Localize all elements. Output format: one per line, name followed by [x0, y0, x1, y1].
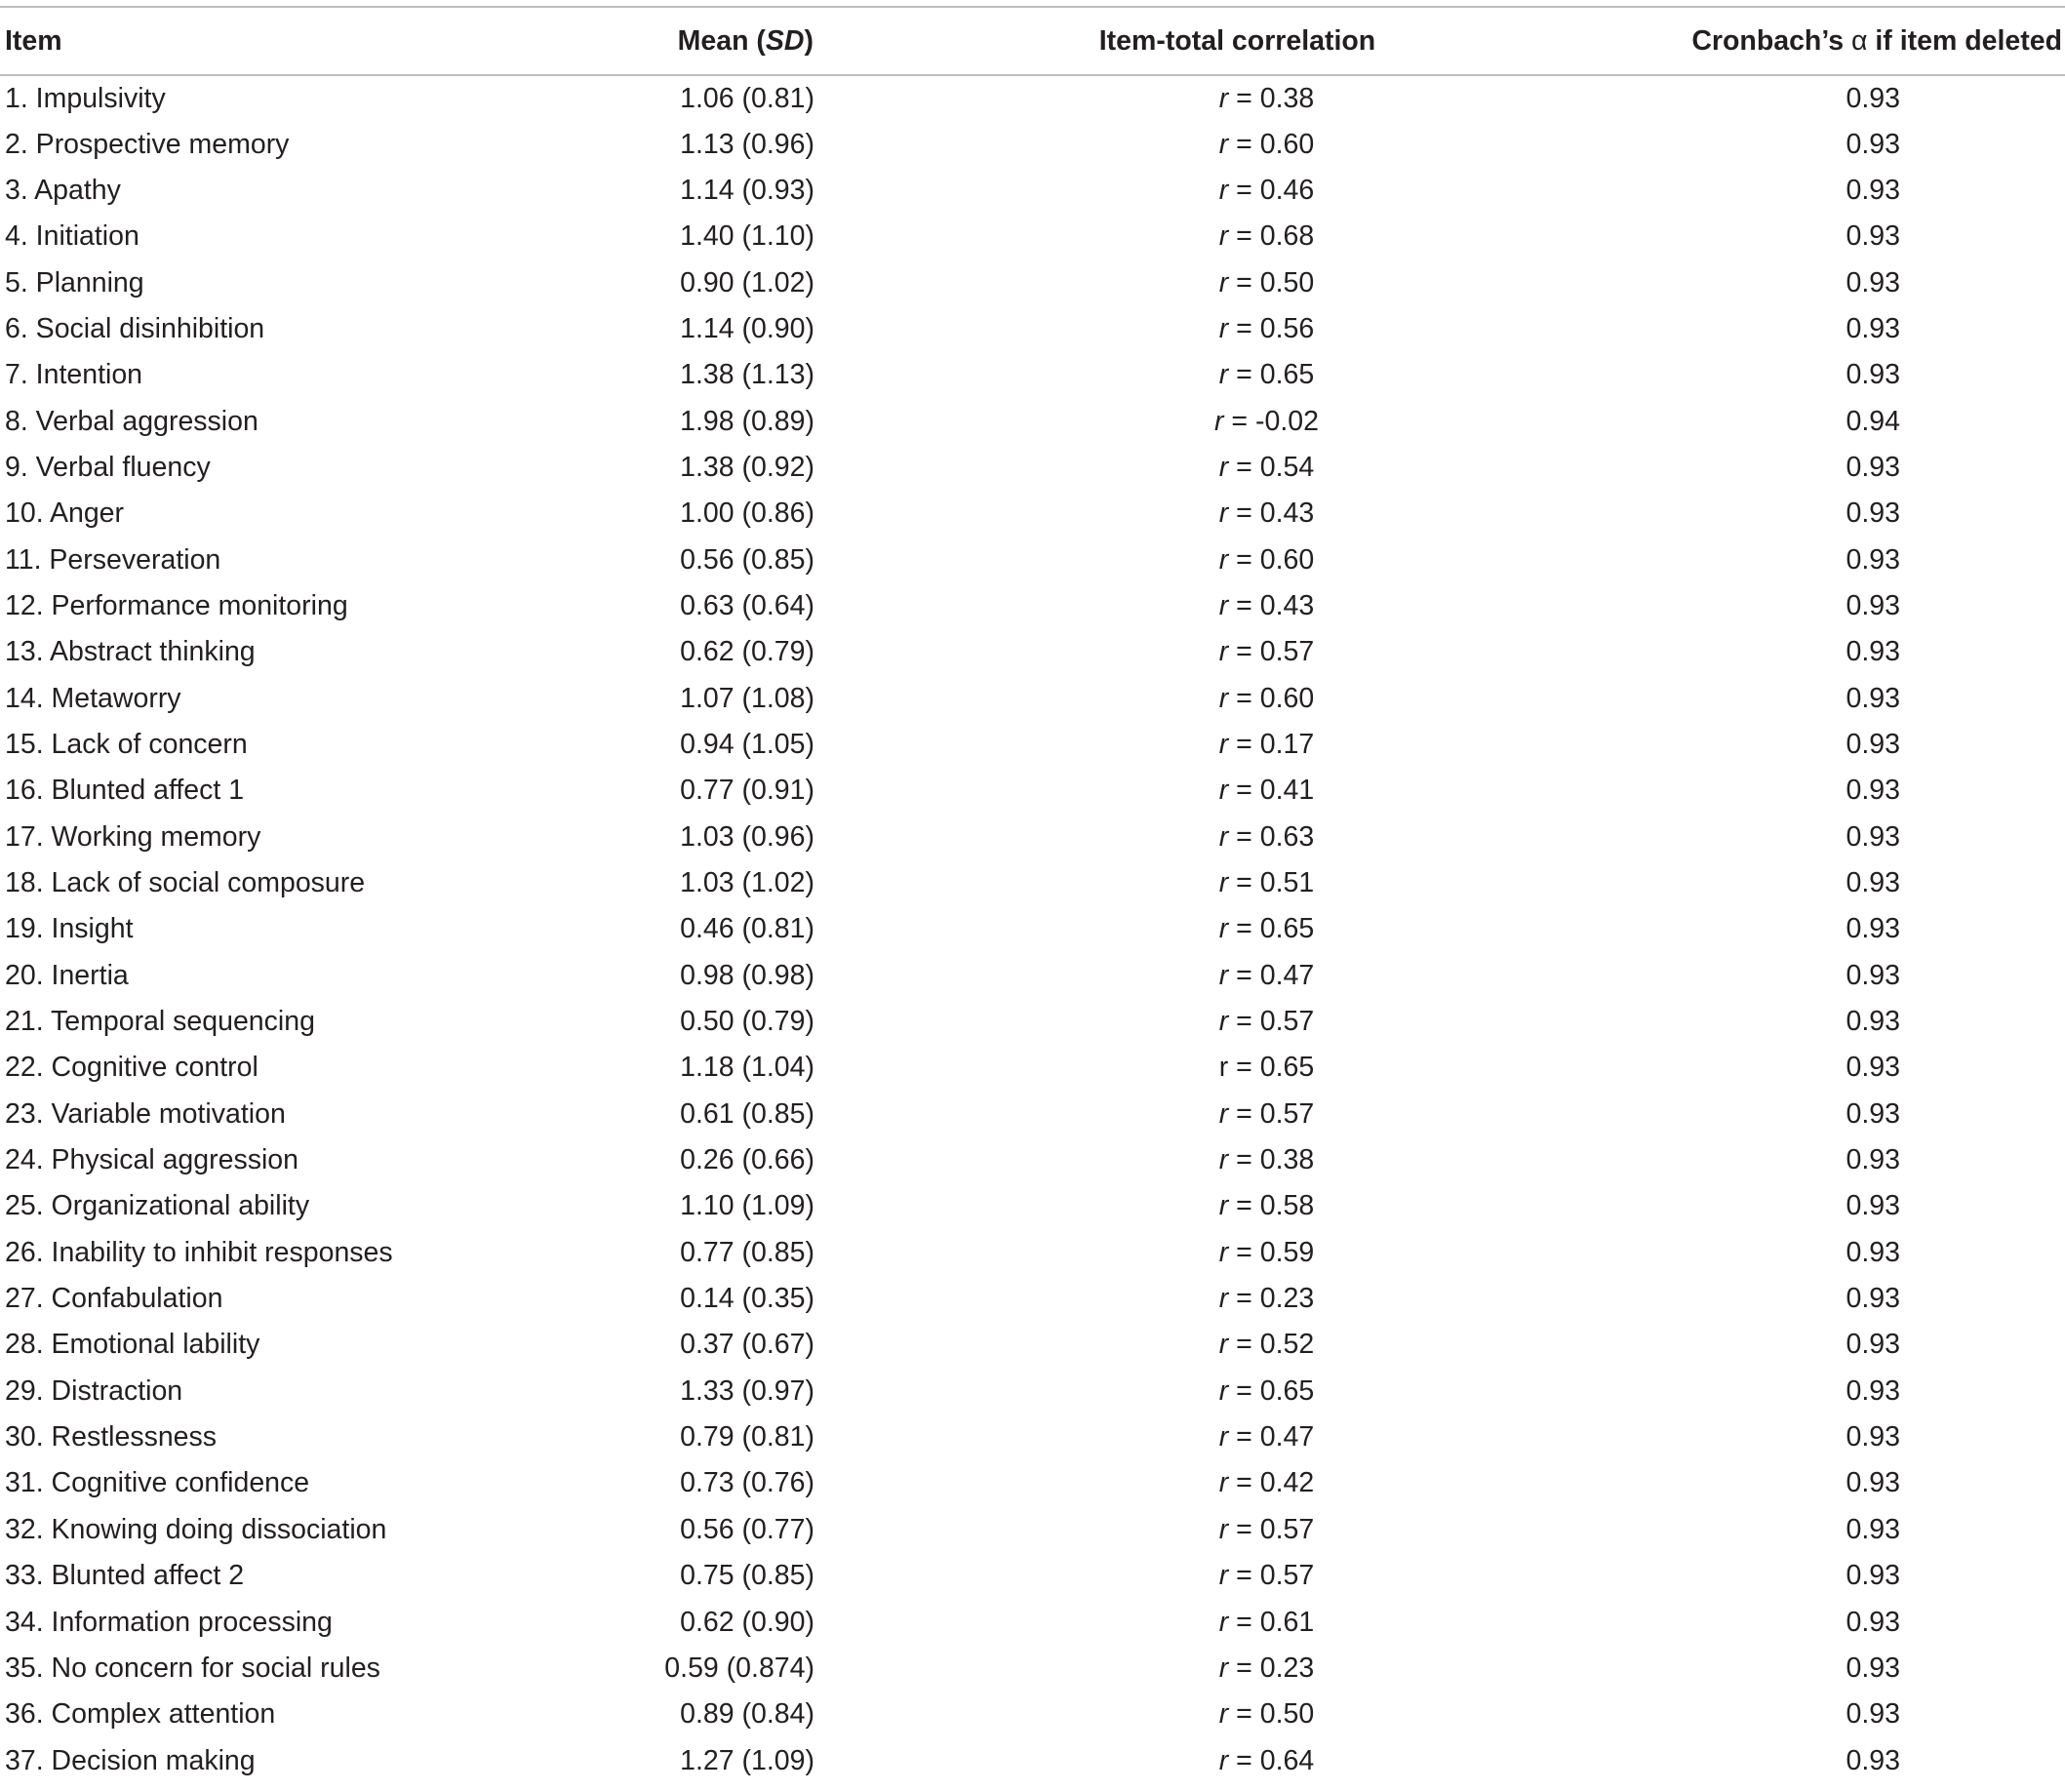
cell-item: 16. Blunted affect 1	[5, 775, 245, 807]
cell-mean-sd: 0.89 (0.84)	[680, 1698, 814, 1731]
cell-item-total-correlation	[893, 1737, 1577, 1783]
r-symbol: r	[1218, 1097, 1229, 1130]
cell-mean-sd: 1.10 (1.09)	[680, 1190, 814, 1222]
cell-alpha-if-deleted: 0.93	[1846, 1421, 1900, 1454]
r-symbol: r	[1218, 1283, 1229, 1315]
cell-item-total-correlation	[893, 860, 1577, 906]
cell-mean-sd: 0.14 (0.35)	[680, 1283, 814, 1315]
r-symbol: r	[1218, 728, 1229, 760]
correlation-value: = 0.17	[1228, 728, 1315, 760]
cell-item-total-correlation	[893, 953, 1577, 999]
correlation-value: = 0.47	[1228, 1421, 1315, 1454]
cell-alpha-if-deleted: 0.93	[1846, 543, 1900, 576]
cell-mean-sd: 0.77 (0.91)	[680, 775, 814, 807]
cell-alpha-if-deleted: 0.93	[1846, 1374, 1900, 1407]
table-row	[0, 1045, 2065, 1091]
correlation-value: = 0.52	[1228, 1329, 1315, 1361]
cell-mean-sd: 1.13 (0.96)	[680, 128, 814, 160]
table-row	[0, 1646, 2065, 1692]
table-row	[0, 445, 2065, 491]
r-symbol: r	[1218, 174, 1229, 206]
cell-mean-sd: 0.46 (0.81)	[680, 913, 814, 945]
table-row	[0, 306, 2065, 352]
cell-item-total-correlation	[893, 1322, 1577, 1368]
cell-alpha-if-deleted: 0.93	[1846, 867, 1900, 899]
r-symbol: r	[1214, 405, 1224, 437]
cell-item-total-correlation	[893, 629, 1577, 675]
cell-item-total-correlation	[893, 1092, 1577, 1137]
r-symbol: r	[1218, 913, 1229, 945]
header-alpha-prefix: Cronbach’s	[1691, 24, 1851, 57]
cell-mean-sd: 1.38 (1.13)	[680, 359, 814, 391]
correlation-value: = 0.43	[1228, 589, 1315, 621]
item-statistics-table-container	[0, 6, 2065, 1784]
cell-item-total-correlation	[893, 1369, 1577, 1414]
cell-item-total-correlation	[893, 675, 1577, 721]
cell-item: 3. Apathy	[5, 174, 121, 206]
cell-mean-sd: 1.38 (0.92)	[680, 451, 814, 483]
cell-item: 36. Complex attention	[5, 1698, 276, 1731]
cell-mean-sd: 1.14 (0.90)	[680, 312, 814, 344]
r-symbol: r	[1218, 589, 1229, 621]
correlation-value: = 0.65	[1228, 913, 1315, 945]
cell-item: 11. Perseveration	[5, 543, 221, 576]
r-symbol: r	[1218, 543, 1229, 576]
header-item: Item	[5, 24, 62, 57]
table-row	[0, 1692, 2065, 1737]
correlation-value: = 0.68	[1228, 220, 1315, 253]
cell-item-total-correlation	[893, 537, 1577, 582]
table-row	[0, 1230, 2065, 1276]
cell-item-total-correlation	[893, 306, 1577, 352]
table-row	[0, 398, 2065, 444]
cell-item-total-correlation	[893, 768, 1577, 814]
correlation-value: = 0.42	[1228, 1467, 1315, 1499]
r-symbol: r	[1218, 1744, 1229, 1776]
header-sd-italic: SD	[765, 24, 805, 57]
cell-item-total-correlation	[893, 121, 1577, 167]
cell-alpha-if-deleted: 0.93	[1846, 1144, 1900, 1176]
cell-alpha-if-deleted: 0.93	[1846, 266, 1900, 299]
correlation-value: = 0.50	[1228, 1698, 1315, 1731]
header-item-total-correlation: Item-total correlation	[1098, 24, 1376, 57]
cell-alpha-if-deleted: 0.93	[1846, 174, 1900, 206]
cell-item-total-correlation	[893, 722, 1577, 768]
cell-item: 2. Prospective memory	[5, 128, 290, 160]
cell-item: 13. Abstract thinking	[5, 636, 256, 668]
cell-item-total-correlation	[893, 168, 1577, 214]
correlation-value: = 0.23	[1228, 1652, 1315, 1684]
table-row	[0, 1414, 2065, 1460]
cell-alpha-if-deleted: 0.93	[1846, 1052, 1900, 1084]
cell-item-total-correlation	[893, 259, 1577, 305]
cell-alpha-if-deleted: 0.93	[1846, 1467, 1900, 1499]
cell-item-total-correlation	[893, 1646, 1577, 1692]
cell-item-total-correlation	[893, 445, 1577, 491]
cell-item: 31. Cognitive confidence	[5, 1467, 310, 1499]
cell-mean-sd: 0.56 (0.85)	[680, 543, 814, 576]
table-row	[0, 1092, 2065, 1137]
cell-item: 37. Decision making	[5, 1744, 256, 1776]
r-symbol: r	[1218, 498, 1229, 530]
correlation-value: = 0.65	[1228, 1052, 1315, 1084]
cell-alpha-if-deleted: 0.93	[1846, 820, 1900, 853]
cell-alpha-if-deleted: 0.93	[1846, 1513, 1900, 1545]
cell-item: 4. Initiation	[5, 220, 139, 253]
cell-mean-sd: 1.18 (1.04)	[680, 1052, 814, 1084]
cell-mean-sd: 1.98 (0.89)	[680, 405, 814, 437]
correlation-value: = 0.23	[1228, 1283, 1315, 1315]
table-row	[0, 352, 2065, 398]
table-row	[0, 675, 2065, 721]
table-row	[0, 491, 2065, 537]
correlation-value: = 0.57	[1228, 1006, 1315, 1038]
r-symbol: r	[1218, 820, 1229, 853]
r-symbol: r	[1218, 1236, 1229, 1268]
cell-item-total-correlation	[893, 1460, 1577, 1506]
cell-item: 23. Variable motivation	[5, 1097, 286, 1130]
cell-item-total-correlation	[893, 906, 1577, 952]
r-symbol: r	[1218, 959, 1229, 991]
correlation-value: = 0.56	[1228, 312, 1315, 344]
table-row	[0, 768, 2065, 814]
cell-alpha-if-deleted: 0.93	[1846, 1006, 1900, 1038]
table-row	[0, 1276, 2065, 1322]
cell-item: 6. Social disinhibition	[5, 312, 265, 344]
table-body	[0, 75, 2065, 1784]
table-row	[0, 860, 2065, 906]
cell-mean-sd: 0.50 (0.79)	[680, 1006, 814, 1038]
correlation-value: = 0.65	[1228, 1374, 1315, 1407]
cell-item: 24. Physical aggression	[5, 1144, 299, 1176]
cell-item: 12. Performance monitoring	[5, 589, 348, 621]
cell-item-total-correlation	[893, 1230, 1577, 1276]
correlation-value: = 0.51	[1228, 867, 1315, 899]
r-symbol: r	[1218, 1467, 1229, 1499]
cell-item: 1. Impulsivity	[5, 82, 166, 114]
table-row	[0, 259, 2065, 305]
cell-item: 19. Insight	[5, 913, 134, 945]
cell-mean-sd: 0.63 (0.64)	[680, 589, 814, 621]
cell-alpha-if-deleted: 0.93	[1846, 682, 1900, 714]
cell-mean-sd: 0.79 (0.81)	[680, 1421, 814, 1454]
table-row	[0, 1599, 2065, 1645]
correlation-value: = 0.38	[1228, 82, 1315, 114]
cell-item: 29. Distraction	[5, 1374, 183, 1407]
cell-mean-sd: 0.98 (0.98)	[680, 959, 814, 991]
cell-alpha-if-deleted: 0.93	[1846, 728, 1900, 760]
table-header	[0, 7, 2065, 75]
cell-mean-sd: 0.90 (1.02)	[680, 266, 814, 299]
cell-mean-sd: 1.14 (0.93)	[680, 174, 814, 206]
correlation-value: = 0.58	[1228, 1190, 1315, 1222]
cell-alpha-if-deleted: 0.93	[1846, 220, 1900, 253]
correlation-value: = 0.54	[1228, 451, 1315, 483]
cell-alpha-if-deleted: 0.93	[1846, 451, 1900, 483]
correlation-value: = 0.46	[1228, 174, 1315, 206]
r-symbol: r	[1218, 220, 1229, 253]
cell-item: 8. Verbal aggression	[5, 405, 258, 437]
cell-item: 15. Lack of concern	[5, 728, 248, 760]
correlation-value: = 0.61	[1228, 1606, 1315, 1638]
r-symbol: r	[1218, 1698, 1229, 1731]
cell-item-total-correlation	[893, 1507, 1577, 1553]
header-mean-prefix: Mean (	[677, 24, 766, 57]
cell-item-total-correlation	[893, 1692, 1577, 1737]
r-symbol: r	[1218, 1374, 1229, 1407]
cell-item: 14. Metaworry	[5, 682, 181, 714]
table-row	[0, 999, 2065, 1045]
cell-alpha-if-deleted: 0.93	[1846, 1698, 1900, 1731]
r-symbol: r	[1218, 82, 1229, 114]
cell-mean-sd: 0.75 (0.85)	[680, 1560, 814, 1592]
correlation-value: = 0.41	[1228, 775, 1315, 807]
cell-item-total-correlation	[893, 398, 1577, 444]
cell-item: 21. Temporal sequencing	[5, 1006, 315, 1038]
r-symbol: r	[1218, 1006, 1229, 1038]
table-row	[0, 1322, 2065, 1368]
cell-alpha-if-deleted: 0.93	[1846, 359, 1900, 391]
cell-mean-sd: 0.62 (0.79)	[680, 636, 814, 668]
cell-item: 18. Lack of social composure	[5, 867, 366, 899]
table-row	[0, 168, 2065, 214]
table-row	[0, 722, 2065, 768]
cell-mean-sd: 1.40 (1.10)	[680, 220, 814, 253]
table-row	[0, 1553, 2065, 1599]
cell-item-total-correlation	[893, 815, 1577, 860]
cell-item: 34. Information processing	[5, 1606, 333, 1638]
r-symbol: r	[1218, 1144, 1229, 1176]
cell-alpha-if-deleted: 0.93	[1846, 589, 1900, 621]
table-row	[0, 1460, 2065, 1506]
cell-mean-sd: 1.06 (0.81)	[680, 82, 814, 114]
cell-item-total-correlation	[893, 214, 1577, 259]
cell-item: 27. Confabulation	[5, 1283, 223, 1315]
r-symbol: r	[1218, 1652, 1229, 1684]
correlation-value: = 0.65	[1228, 359, 1315, 391]
cell-mean-sd: 0.61 (0.85)	[680, 1097, 814, 1130]
cell-alpha-if-deleted: 0.93	[1846, 1652, 1900, 1684]
cell-alpha-if-deleted: 0.93	[1846, 1097, 1900, 1130]
table-row	[0, 906, 2065, 952]
cell-mean-sd: 0.62 (0.90)	[680, 1606, 814, 1638]
correlation-value: = 0.47	[1228, 959, 1315, 991]
cell-item-total-correlation	[893, 1137, 1577, 1183]
header-alpha-symbol: α	[1850, 24, 1868, 57]
cell-mean-sd: 0.59 (0.874)	[664, 1652, 814, 1684]
cell-item-total-correlation	[893, 1183, 1577, 1229]
correlation-value: = 0.57	[1228, 636, 1315, 668]
correlation-value: = 0.60	[1228, 543, 1315, 576]
cell-item: 5. Planning	[5, 266, 144, 299]
cell-item-total-correlation	[893, 1553, 1577, 1599]
r-symbol: r	[1218, 682, 1229, 714]
item-statistics-table	[0, 6, 2065, 1784]
cell-alpha-if-deleted: 0.94	[1846, 405, 1900, 437]
cell-item: 32. Knowing doing dissociation	[5, 1513, 387, 1545]
cell-item: 28. Emotional lability	[5, 1329, 260, 1361]
cell-alpha-if-deleted: 0.93	[1846, 1283, 1900, 1315]
cell-mean-sd: 1.03 (1.02)	[680, 867, 814, 899]
cell-mean-sd: 1.27 (1.09)	[680, 1744, 814, 1776]
r-symbol: r	[1218, 1606, 1229, 1638]
cell-mean-sd: 1.33 (0.97)	[680, 1374, 814, 1407]
cell-item-total-correlation	[893, 1599, 1577, 1645]
table-row	[0, 1737, 2065, 1783]
correlation-value: = 0.57	[1228, 1560, 1315, 1592]
table-row	[0, 1369, 2065, 1414]
r-symbol: r	[1218, 1052, 1229, 1084]
r-symbol: r	[1218, 867, 1229, 899]
table-row	[0, 537, 2065, 582]
table-row	[0, 1507, 2065, 1553]
table-row	[0, 953, 2065, 999]
table-row	[0, 75, 2065, 121]
r-symbol: r	[1218, 1421, 1229, 1454]
cell-item: 30. Restlessness	[5, 1421, 218, 1454]
cell-mean-sd: 0.73 (0.76)	[680, 1467, 814, 1499]
cell-alpha-if-deleted: 0.93	[1846, 636, 1900, 668]
r-symbol: r	[1218, 1329, 1229, 1361]
r-symbol: r	[1218, 128, 1229, 160]
r-symbol: r	[1218, 775, 1229, 807]
cell-mean-sd: 0.56 (0.77)	[680, 1513, 814, 1545]
correlation-value: = 0.38	[1228, 1144, 1315, 1176]
table-row	[0, 1183, 2065, 1229]
cell-item: 17. Working memory	[5, 820, 261, 853]
cell-item-total-correlation	[893, 999, 1577, 1045]
header-mean-suffix: )	[804, 24, 814, 57]
cell-alpha-if-deleted: 0.93	[1846, 913, 1900, 945]
cell-alpha-if-deleted: 0.93	[1846, 1560, 1900, 1592]
cell-alpha-if-deleted: 0.93	[1846, 1744, 1900, 1776]
correlation-value: = 0.60	[1228, 128, 1315, 160]
cell-item: 22. Cognitive control	[5, 1052, 258, 1084]
r-symbol: r	[1218, 1190, 1229, 1222]
cell-item-total-correlation	[893, 1045, 1577, 1091]
r-symbol: r	[1218, 636, 1229, 668]
r-symbol: r	[1218, 451, 1229, 483]
cell-mean-sd: 0.77 (0.85)	[680, 1236, 814, 1268]
cell-item-total-correlation	[893, 1414, 1577, 1460]
cell-mean-sd: 0.94 (1.05)	[680, 728, 814, 760]
cell-mean-sd: 1.00 (0.86)	[680, 498, 814, 530]
cell-mean-sd: 1.03 (0.96)	[680, 820, 814, 853]
cell-alpha-if-deleted: 0.93	[1846, 82, 1900, 114]
r-symbol: r	[1218, 1513, 1229, 1545]
cell-item-total-correlation	[893, 491, 1577, 537]
r-symbol: r	[1218, 266, 1229, 299]
cell-item-total-correlation	[893, 583, 1577, 629]
correlation-value: = 0.57	[1228, 1513, 1315, 1545]
correlation-value: = 0.43	[1228, 498, 1315, 530]
correlation-value: = -0.02	[1223, 405, 1319, 437]
correlation-value: = 0.57	[1228, 1097, 1315, 1130]
cell-item: 9. Verbal fluency	[5, 451, 211, 483]
cell-item: 10. Anger	[5, 498, 125, 530]
correlation-value: = 0.63	[1228, 820, 1315, 853]
cell-item: 26. Inability to inhibit responses	[5, 1236, 393, 1268]
cell-item: 20. Inertia	[5, 959, 129, 991]
table-row	[0, 214, 2065, 259]
r-symbol: r	[1218, 359, 1229, 391]
correlation-value: = 0.60	[1228, 682, 1315, 714]
correlation-value: = 0.59	[1228, 1236, 1315, 1268]
header-mean-sd	[605, 7, 893, 75]
cell-item: 35. No concern for social rules	[5, 1652, 380, 1684]
cell-alpha-if-deleted: 0.93	[1846, 128, 1900, 160]
header-alpha-suffix: if item deleted	[1867, 24, 2062, 57]
correlation-value: = 0.64	[1228, 1744, 1315, 1776]
cell-mean-sd: 1.07 (1.08)	[680, 682, 814, 714]
cell-item: 33. Blunted affect 2	[5, 1560, 245, 1592]
cell-mean-sd: 0.26 (0.66)	[680, 1144, 814, 1176]
cell-alpha-if-deleted: 0.93	[1846, 1190, 1900, 1222]
cell-mean-sd: 0.37 (0.67)	[680, 1329, 814, 1361]
table-row	[0, 815, 2065, 860]
table-row	[0, 583, 2065, 629]
header-cronbach-alpha	[1577, 7, 2065, 75]
cell-alpha-if-deleted: 0.93	[1846, 775, 1900, 807]
cell-alpha-if-deleted: 0.93	[1846, 1606, 1900, 1638]
cell-item: 25. Organizational ability	[5, 1190, 310, 1222]
cell-alpha-if-deleted: 0.93	[1846, 1236, 1900, 1268]
r-symbol: r	[1218, 1560, 1229, 1592]
header-row	[0, 7, 2065, 75]
cell-alpha-if-deleted: 0.93	[1846, 312, 1900, 344]
table-row	[0, 629, 2065, 675]
cell-item-total-correlation	[893, 75, 1577, 121]
cell-alpha-if-deleted: 0.93	[1846, 498, 1900, 530]
cell-item-total-correlation	[893, 352, 1577, 398]
cell-alpha-if-deleted: 0.93	[1846, 1329, 1900, 1361]
correlation-value: = 0.50	[1228, 266, 1315, 299]
cell-item: 7. Intention	[5, 359, 143, 391]
cell-alpha-if-deleted: 0.93	[1846, 959, 1900, 991]
cell-item-total-correlation	[893, 1276, 1577, 1322]
table-row	[0, 121, 2065, 167]
r-symbol: r	[1218, 312, 1229, 344]
table-row	[0, 1137, 2065, 1183]
